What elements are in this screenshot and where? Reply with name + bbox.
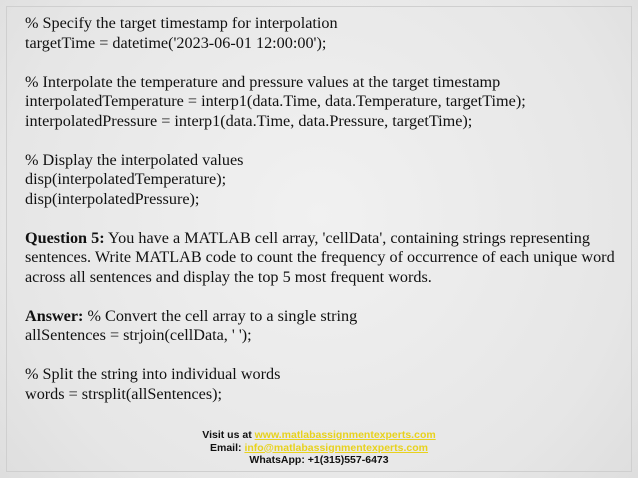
code-comment: % Specify the target timestamp for interpolation: [25, 14, 338, 32]
email-line: [0, 442, 638, 455]
blank-line: [25, 346, 625, 366]
blank-line: [25, 53, 625, 73]
question-paragraph: [25, 229, 625, 288]
website-label: Visit us at: [202, 429, 255, 441]
code-line: targetTime = datetime('2023-06-01 12:00:00');: [25, 33, 327, 52]
website-line: [0, 429, 638, 442]
code-comment: % Convert the cell array to a single string: [83, 306, 358, 325]
code-line: disp(interpolatedPressure);: [25, 189, 200, 208]
email-link[interactable]: info@matlabassignmentexperts.com: [244, 441, 428, 454]
question-label: Question 5:: [25, 228, 105, 247]
whatsapp-line: WhatsApp: +1(315)557-6473: [249, 454, 389, 466]
code-comment: % Display the interpolated values: [25, 150, 244, 169]
website-link[interactable]: www.matlabassignmentexperts.com: [254, 429, 436, 441]
blank-line: [25, 287, 625, 307]
code-line: words = strsplit(allSentences);: [25, 384, 223, 403]
email-label: Email:: [210, 441, 245, 454]
code-comment: % Interpolate the temperature and pressure values at the target timestamp: [25, 72, 501, 91]
code-line: interpolatedPressure = interp1(data.Time, data.Pressure, targetTime);: [25, 111, 473, 130]
code-comment: % Split the string into individual words: [25, 365, 281, 383]
code-line: disp(interpolatedTemperature);: [25, 170, 227, 188]
question-text: You have a MATLAB cell array, 'cellData', containing strings representing sentences. Write MATLAB code to count the frequency of occurrence of each unique word across all sentences and display the top 5 most frequent words.: [25, 228, 615, 286]
slide-content: [25, 14, 625, 404]
code-line: interpolatedTemperature = interp1(data.Time, data.Temperature, targetTime);: [25, 92, 526, 110]
contact-footer: [0, 429, 638, 467]
answer-label: Answer:: [25, 306, 84, 325]
code-line: allSentences = strjoin(cellData, ' ');: [25, 326, 252, 344]
blank-line: [25, 209, 625, 229]
blank-line: [25, 131, 625, 151]
answer-first-line: [25, 307, 625, 327]
